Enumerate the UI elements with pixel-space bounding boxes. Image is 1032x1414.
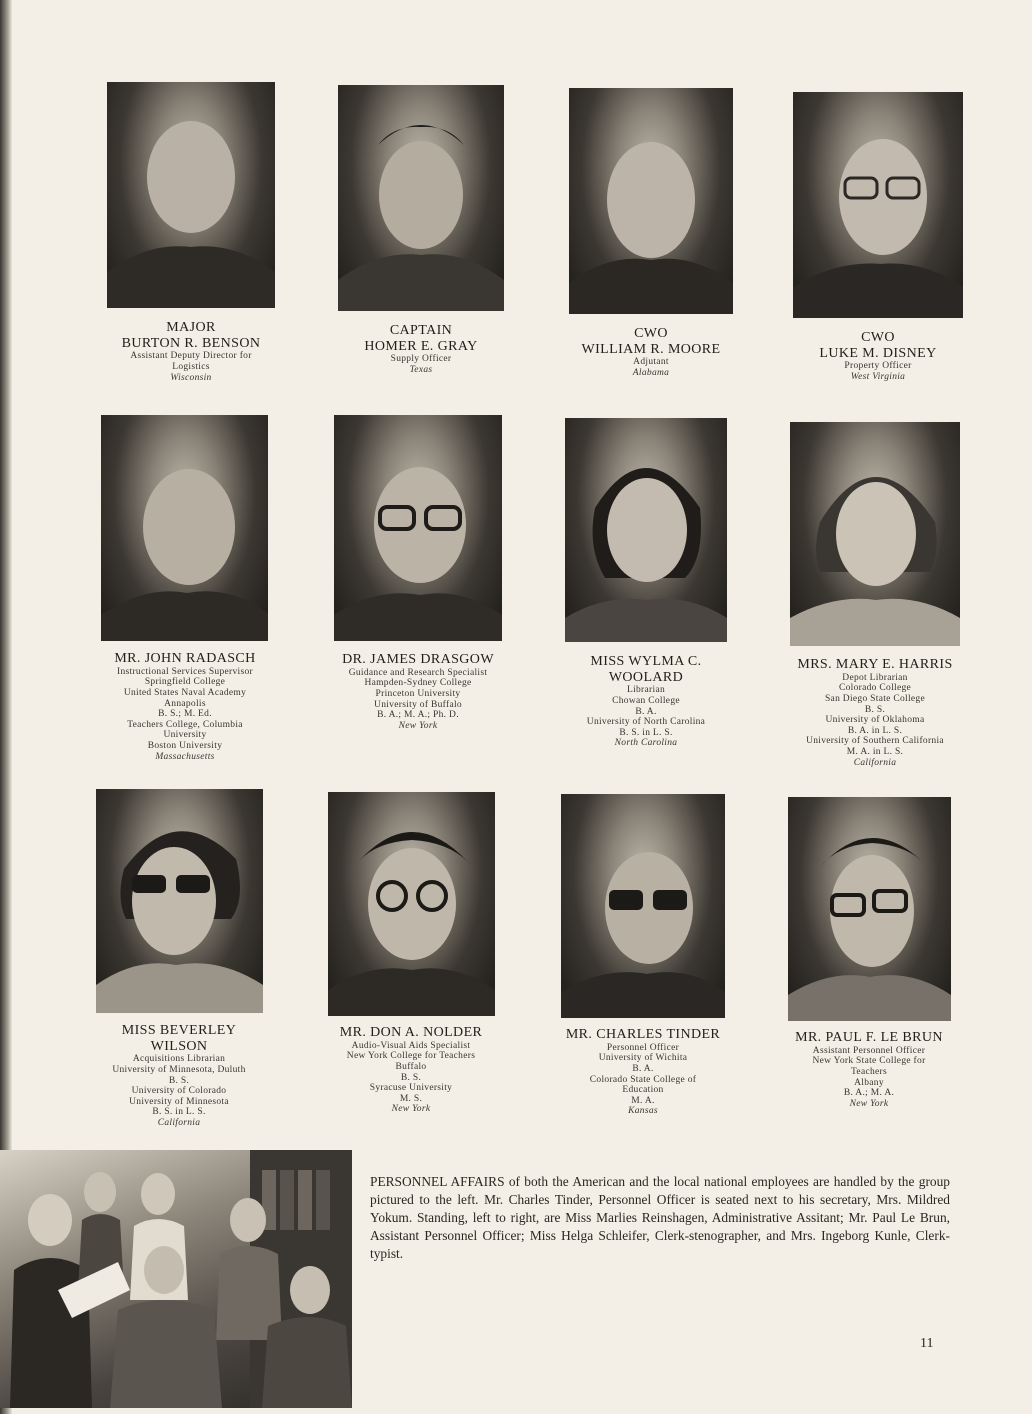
person-origin: Wisconsin (170, 372, 212, 383)
caption-disney (787, 330, 969, 383)
person-name: MRS. MARY E. HARRIS (797, 657, 953, 672)
person-detail: Supply Officer (390, 354, 452, 365)
person-detail: Personnel Officer (606, 1042, 680, 1053)
person-detail: Colorado State College of (589, 1074, 697, 1085)
portrait-photo-drasgow (334, 415, 502, 641)
caption-benson (100, 320, 282, 383)
person-detail: University of Buffalo (374, 699, 462, 710)
person-detail: University of Oklahoma (825, 715, 925, 726)
person-detail: Guidance and Research Specialist (348, 667, 488, 678)
person-origin: North Carolina (614, 738, 678, 749)
person-detail: Princeton University (375, 688, 461, 699)
person-detail: Acquisitions Librarian (132, 1054, 226, 1065)
caption-woolard (556, 654, 736, 749)
portrait-photo-disney (793, 92, 963, 318)
person-origin: West Virginia (850, 371, 906, 382)
person-origin: California (853, 757, 897, 768)
portrait-photo-gray (338, 85, 504, 311)
person-detail: Adjutant (633, 357, 669, 368)
person-detail: University of North Carolina (586, 717, 706, 728)
person-detail: B. A. (635, 706, 657, 717)
person-detail: University of Minnesota (129, 1096, 229, 1107)
person-detail: Logistics (172, 361, 210, 372)
person-detail: Audio-Visual Aids Specialist (351, 1040, 471, 1051)
person-detail: B. A.; M. A. (843, 1088, 895, 1099)
person-origin: Alabama (632, 367, 670, 378)
caption-moore (560, 326, 742, 379)
person-rank: CWO (861, 330, 895, 345)
person-detail: Buffalo (395, 1061, 427, 1072)
caption-drasgow (322, 652, 514, 731)
person-detail: Instructional Services Supervisor (116, 666, 253, 677)
person-detail: University of Wichita (598, 1053, 688, 1064)
person-name: WILSON (150, 1038, 208, 1054)
person-detail: Annapolis (164, 698, 206, 709)
person-detail: University (163, 730, 207, 741)
person-name: MR. JOHN RADASCH (114, 651, 256, 666)
person-detail: B. S. in L. S. (152, 1107, 206, 1118)
portrait-photo-radasch (101, 415, 268, 641)
person-name: BURTON R. BENSON (121, 335, 261, 351)
person-detail: B. A. in L. S. (847, 725, 903, 736)
person-detail: Assistant Deputy Director for (130, 351, 252, 362)
person-detail: B. S. (864, 704, 886, 715)
portrait-photo-tinder (561, 794, 725, 1018)
person-detail: Boston University (147, 741, 223, 752)
person-name: LUKE M. DISNEY (819, 345, 937, 361)
person-origin: New York (391, 1104, 431, 1115)
person-name: MR. DON A. NOLDER (339, 1025, 483, 1040)
person-detail: Colorado College (838, 683, 912, 694)
person-name: MR. CHARLES TINDER (565, 1027, 721, 1042)
portrait-photo-benson (107, 82, 275, 308)
person-detail: University of Colorado (131, 1086, 227, 1097)
caption-le-brun (777, 1030, 961, 1109)
person-name: WOOLARD (608, 669, 684, 685)
portrait-photo-moore (569, 88, 733, 314)
person-detail: Chowan College (612, 695, 680, 706)
portrait-photo-harris (790, 422, 960, 646)
person-origin: New York (849, 1098, 889, 1109)
person-detail: M. A. in L. S. (846, 747, 904, 758)
person-rank: CAPTAIN (389, 323, 453, 338)
person-detail: Education (622, 1085, 664, 1096)
person-detail: B. S. in L. S. (619, 727, 673, 738)
person-origin: Kansas (628, 1106, 658, 1117)
person-origin: California (157, 1118, 201, 1129)
person-detail: B. S.; M. Ed. (158, 709, 212, 720)
person-rank: MAJOR (166, 320, 216, 335)
person-detail: B. A. (632, 1063, 654, 1074)
caption-gray (330, 323, 512, 376)
person-name: DR. JAMES DRASGOW (342, 652, 494, 667)
person-detail: M. S. (399, 1093, 423, 1104)
caption-radasch (90, 651, 280, 762)
person-detail: Teachers College, Columbia (127, 719, 243, 730)
person-rank: MISS BEVERLEY (121, 1023, 237, 1038)
person-detail: United States Naval Academy (123, 687, 247, 698)
person-detail: New York State College for (812, 1056, 926, 1067)
portrait-photo-le-brun (788, 797, 951, 1021)
person-detail: B. S. (400, 1072, 422, 1083)
person-detail: B. S. (168, 1075, 190, 1086)
person-detail: Librarian (626, 685, 666, 696)
group-photo-caption: PERSONNEL AFFAIRS of both the American and the local national employees are handled by the group pictured to the left. Mr. Charles Tinder, Personnel Officer is seated next to his secretary, Mrs. Mildred Yokum. Standing, left to right, are Miss Marlies Reinshagen, Administrative Assitant; Mr. Paul Le Brun, Assistant Personnel Officer; Miss Helga Schleifer, Clerk-stenographer, and Mrs. Ingeborg Kunle, Clerk-typist. (370, 1174, 950, 1261)
person-detail: B. A.; M. A.; Ph. D. (377, 710, 459, 721)
person-detail: Springfield College (144, 677, 226, 688)
person-name: MR. PAUL F. LE BRUN (795, 1030, 943, 1045)
person-detail: Depot Librarian (842, 672, 908, 683)
person-detail: Teachers (850, 1066, 888, 1077)
person-name: HOMER E. GRAY (364, 338, 478, 354)
person-name: WILLIAM R. MOORE (581, 341, 721, 357)
portrait-photo-nolder (328, 792, 495, 1016)
caption-tinder (550, 1027, 736, 1117)
person-rank: MISS WYLMA C. (590, 654, 702, 669)
caption-nolder (317, 1025, 505, 1115)
person-origin: New York (398, 720, 438, 731)
person-detail: Albany (854, 1077, 884, 1088)
person-detail: Syracuse University (369, 1083, 453, 1094)
person-detail: University of Minnesota, Duluth (112, 1064, 246, 1075)
person-detail: Assistant Personnel Officer (812, 1045, 926, 1056)
person-detail: M. A. (631, 1095, 655, 1106)
person-detail: Hampden-Sydney College (364, 678, 472, 689)
page-number: 11 (920, 1336, 934, 1351)
person-detail: Property Officer (844, 361, 912, 372)
portrait-photo-woolard (565, 418, 727, 642)
person-origin: Texas (409, 364, 433, 375)
person-rank: CWO (634, 326, 668, 341)
caption-wilson (86, 1023, 272, 1129)
personnel-affairs-group-photo (0, 1150, 352, 1408)
person-origin: Massachusetts (155, 751, 215, 762)
person-detail: San Diego State College (824, 693, 926, 704)
caption-harris (782, 657, 968, 768)
portrait-photo-wilson (96, 789, 263, 1013)
person-detail: University of Southern California (806, 736, 944, 747)
person-detail: New York College for Teachers (346, 1051, 476, 1062)
